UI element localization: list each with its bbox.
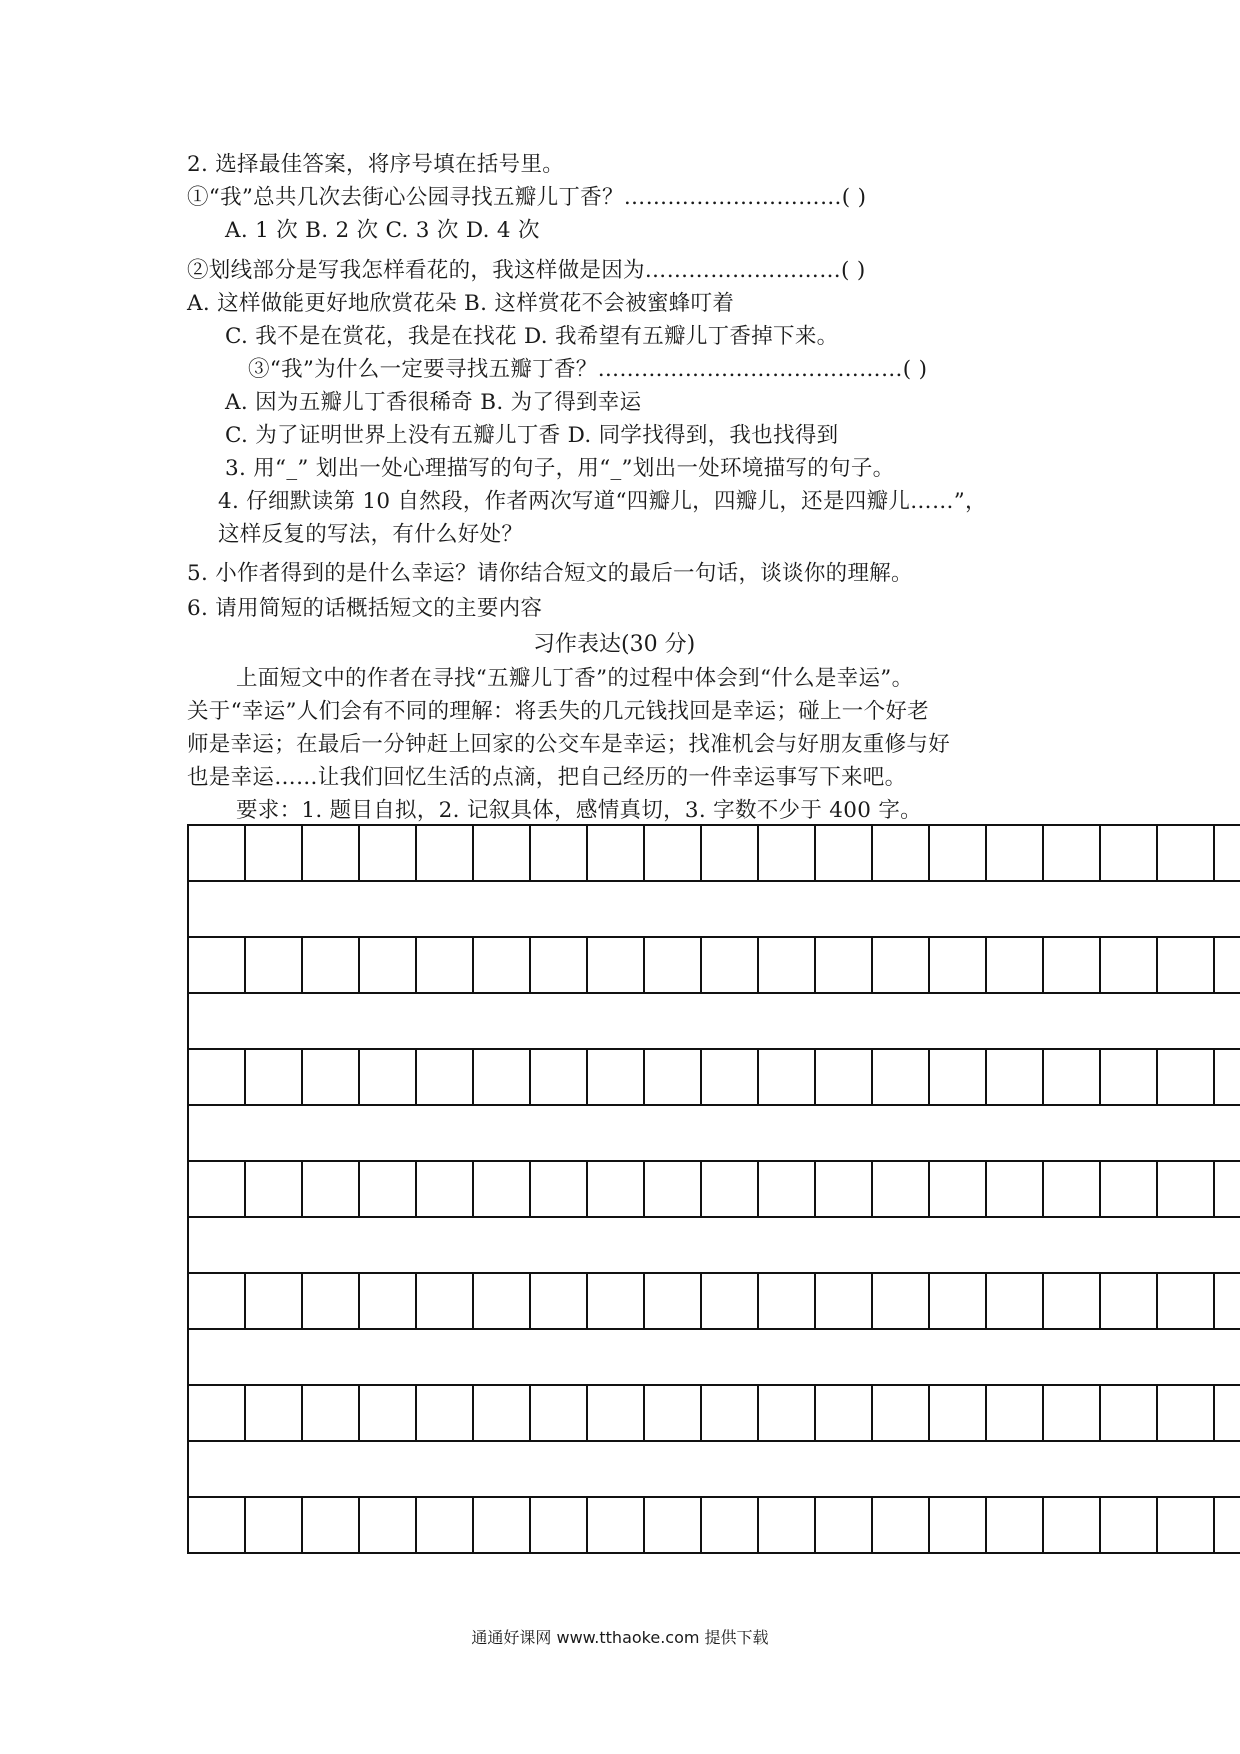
grid-cell[interactable]	[645, 1498, 702, 1552]
grid-cell[interactable]	[987, 1386, 1044, 1440]
grid-cell[interactable]	[759, 1274, 816, 1328]
grid-cell[interactable]	[189, 1162, 246, 1216]
grid-cell[interactable]	[246, 1162, 303, 1216]
grid-cell[interactable]	[816, 826, 873, 880]
grid-cell[interactable]	[930, 1386, 987, 1440]
grid-cell[interactable]	[645, 1050, 702, 1104]
grid-cell[interactable]	[873, 938, 930, 992]
grid-cell[interactable]	[246, 1386, 303, 1440]
grid-cell[interactable]	[531, 1050, 588, 1104]
grid-cell[interactable]	[759, 1162, 816, 1216]
grid-cell[interactable]	[531, 1274, 588, 1328]
grid-cell[interactable]	[474, 1162, 531, 1216]
grid-cell[interactable]	[588, 1386, 645, 1440]
question-2-2-stem: ②划线部分是写我怎样看花的，我这样做是因为………………………( )	[187, 258, 866, 283]
grid-cell[interactable]	[1215, 1498, 1240, 1552]
grid-cell[interactable]	[873, 1274, 930, 1328]
grid-cell[interactable]	[360, 826, 417, 880]
grid-cell[interactable]	[702, 938, 759, 992]
grid-cell[interactable]	[987, 1050, 1044, 1104]
grid-cell[interactable]	[1044, 938, 1101, 992]
grid-cell[interactable]	[702, 1050, 759, 1104]
grid-cell[interactable]	[1101, 1274, 1158, 1328]
question-6: 6. 请用简短的话概括短文的主要内容	[187, 596, 543, 621]
grid-cell[interactable]	[645, 826, 702, 880]
grid-cell[interactable]	[474, 938, 531, 992]
grid-cell[interactable]	[1044, 1050, 1101, 1104]
grid-cell[interactable]	[531, 938, 588, 992]
grid-cell[interactable]	[873, 1386, 930, 1440]
grid-cell[interactable]	[759, 1498, 816, 1552]
grid-cell[interactable]	[1101, 938, 1158, 992]
grid-cell[interactable]	[816, 1274, 873, 1328]
grid-cell[interactable]	[702, 1274, 759, 1328]
grid-cell[interactable]	[303, 938, 360, 992]
grid-cell[interactable]	[1158, 1498, 1215, 1552]
grid-cell[interactable]	[1044, 826, 1101, 880]
grid-cell[interactable]	[303, 1498, 360, 1552]
grid-cell[interactable]	[1215, 1162, 1240, 1216]
grid-cell[interactable]	[1158, 1162, 1215, 1216]
grid-row[interactable]	[189, 1384, 1240, 1440]
grid-cell[interactable]	[930, 1050, 987, 1104]
grid-cell[interactable]	[1044, 1274, 1101, 1328]
grid-cell[interactable]	[816, 938, 873, 992]
grid-cell[interactable]	[246, 1050, 303, 1104]
grid-cell[interactable]	[873, 1498, 930, 1552]
writing-paragraph-line-2: 关于“幸运”人们会有不同的理解：将丢失的几元钱找回是幸运；碰上一个好老	[187, 699, 929, 724]
question-3: 3. 用“_” 划出一处心理描写的句子，用“_”划出一处环境描写的句子。	[225, 456, 895, 481]
grid-cell[interactable]	[246, 938, 303, 992]
grid-cell[interactable]	[702, 1386, 759, 1440]
grid-cell[interactable]	[1044, 1162, 1101, 1216]
grid-cell[interactable]	[189, 826, 246, 880]
grid-cell[interactable]	[1044, 1386, 1101, 1440]
grid-cell[interactable]	[816, 1050, 873, 1104]
grid-cell[interactable]	[816, 1162, 873, 1216]
grid-cell[interactable]	[987, 1498, 1044, 1552]
grid-cell[interactable]	[189, 1274, 246, 1328]
question-2-3-options-ab: A. 因为五瓣儿丁香很稀奇 B. 为了得到幸运	[225, 390, 642, 415]
grid-cell[interactable]	[303, 826, 360, 880]
grid-cell[interactable]	[702, 1498, 759, 1552]
question-2-3-options-cd: C. 为了证明世界上没有五瓣儿丁香 D. 同学找得到，我也找得到	[225, 423, 839, 448]
grid-cell[interactable]	[588, 1274, 645, 1328]
grid-cell[interactable]	[417, 1162, 474, 1216]
grid-spacer-row	[189, 880, 1240, 936]
question-2-2-options-cd: C. 我不是在赏花，我是在找花 D. 我希望有五瓣儿丁香掉下来。	[225, 324, 839, 349]
grid-cell[interactable]	[360, 938, 417, 992]
writing-requirements: 要求：1. 题目自拟，2. 记叙具体，感情真切，3. 字数不少于 400 字。	[236, 798, 922, 823]
grid-cell[interactable]	[474, 826, 531, 880]
grid-cell[interactable]	[816, 1386, 873, 1440]
grid-cell[interactable]	[189, 1050, 246, 1104]
grid-spacer-row	[189, 1104, 1240, 1160]
grid-bottom-border	[189, 1552, 1240, 1554]
question-2-2-options-ab: A. 这样做能更好地欣赏花朵 B. 这样赏花不会被蜜蜂叮着	[187, 291, 735, 316]
grid-cell[interactable]	[1044, 1498, 1101, 1552]
grid-cell[interactable]	[930, 1498, 987, 1552]
grid-cell[interactable]	[987, 1274, 1044, 1328]
grid-cell[interactable]	[930, 1274, 987, 1328]
grid-cell[interactable]	[816, 1498, 873, 1552]
grid-cell[interactable]	[588, 1498, 645, 1552]
grid-spacer-row	[189, 1216, 1240, 1272]
grid-cell[interactable]	[417, 1386, 474, 1440]
grid-row[interactable]	[189, 1160, 1240, 1216]
grid-cell[interactable]	[588, 938, 645, 992]
grid-cell[interactable]	[930, 938, 987, 992]
grid-cell[interactable]	[873, 1162, 930, 1216]
grid-cell[interactable]	[531, 1386, 588, 1440]
question-4-line-2: 这样反复的写法，有什么好处？	[218, 522, 524, 547]
question-5: 5. 小作者得到的是什么幸运？请你结合短文的最后一句话，谈谈你的理解。	[187, 561, 913, 586]
question-4-line-1: 4. 仔细默读第 10 自然段，作者两次写道“四瓣儿，四瓣儿，还是四瓣儿……”，	[218, 489, 987, 514]
grid-cell[interactable]	[759, 938, 816, 992]
grid-cell[interactable]	[1158, 938, 1215, 992]
grid-cell[interactable]	[303, 1050, 360, 1104]
grid-cell[interactable]	[1101, 1050, 1158, 1104]
grid-cell[interactable]	[189, 1386, 246, 1440]
grid-cell[interactable]	[474, 1274, 531, 1328]
grid-cell[interactable]	[303, 1162, 360, 1216]
grid-cell[interactable]	[360, 1386, 417, 1440]
grid-row[interactable]	[189, 824, 1240, 880]
grid-cell[interactable]	[987, 826, 1044, 880]
grid-spacer-row	[189, 1440, 1240, 1496]
grid-cell[interactable]	[645, 1274, 702, 1328]
grid-cell[interactable]	[588, 1162, 645, 1216]
grid-row[interactable]	[189, 1048, 1240, 1104]
grid-cell[interactable]	[1215, 938, 1240, 992]
grid-cell[interactable]	[987, 938, 1044, 992]
grid-cell[interactable]	[360, 1162, 417, 1216]
grid-cell[interactable]	[360, 1274, 417, 1328]
grid-cell[interactable]	[1158, 1050, 1215, 1104]
grid-cell[interactable]	[303, 1274, 360, 1328]
grid-cell[interactable]	[1101, 826, 1158, 880]
grid-cell[interactable]	[930, 826, 987, 880]
grid-cell[interactable]	[474, 1050, 531, 1104]
grid-cell[interactable]	[1158, 1274, 1215, 1328]
grid-cell[interactable]	[1215, 1050, 1240, 1104]
question-2-3-stem: ③“我”为什么一定要寻找五瓣丁香？……………………………………( )	[248, 357, 928, 382]
grid-cell[interactable]	[645, 1162, 702, 1216]
grid-cell[interactable]	[360, 1498, 417, 1552]
grid-cell[interactable]	[474, 1386, 531, 1440]
grid-cell[interactable]	[588, 1050, 645, 1104]
grid-cell[interactable]	[1158, 826, 1215, 880]
grid-cell[interactable]	[417, 938, 474, 992]
grid-cell[interactable]	[360, 1050, 417, 1104]
grid-cell[interactable]	[645, 938, 702, 992]
writing-title: 习作表达(30 分)	[533, 632, 696, 657]
grid-row[interactable]	[189, 1496, 1240, 1552]
writing-paragraph-line-3: 师是幸运；在最后一分钟赶上回家的公交车是幸运；找准机会与好朋友重修与好	[187, 732, 951, 757]
grid-cell[interactable]	[303, 1386, 360, 1440]
grid-cell[interactable]	[1101, 1498, 1158, 1552]
grid-cell[interactable]	[1215, 826, 1240, 880]
grid-cell[interactable]	[987, 1162, 1044, 1216]
grid-cell[interactable]	[759, 1386, 816, 1440]
grid-cell[interactable]	[531, 1162, 588, 1216]
question-2-1-stem: ①“我”总共几次去街心公园寻找五瓣儿丁香？…………………………( )	[187, 185, 867, 210]
grid-cell[interactable]	[1101, 1386, 1158, 1440]
grid-row[interactable]	[189, 936, 1240, 992]
grid-cell[interactable]	[873, 1050, 930, 1104]
grid-cell[interactable]	[417, 826, 474, 880]
writing-paragraph-line-1: 上面短文中的作者在寻找“五瓣儿丁香”的过程中体会到“什么是幸运”。	[236, 666, 914, 691]
grid-cell[interactable]	[246, 1274, 303, 1328]
grid-spacer-row	[189, 992, 1240, 1048]
grid-cell[interactable]	[531, 1498, 588, 1552]
grid-cell[interactable]	[1215, 1386, 1240, 1440]
grid-cell[interactable]	[531, 826, 588, 880]
grid-cell[interactable]	[189, 1498, 246, 1552]
grid-cell[interactable]	[417, 1050, 474, 1104]
question-2-intro: 2. 选择最佳答案，将序号填在括号里。	[187, 152, 565, 177]
grid-cell[interactable]	[246, 826, 303, 880]
grid-cell[interactable]	[702, 826, 759, 880]
grid-cell[interactable]	[189, 938, 246, 992]
grid-cell[interactable]	[1215, 1274, 1240, 1328]
grid-cell[interactable]	[246, 1498, 303, 1552]
grid-cell[interactable]	[417, 1274, 474, 1328]
grid-cell[interactable]	[588, 826, 645, 880]
footer-credit: 通通好课网 www.tthaoke.com 提供下载	[471, 1628, 769, 1647]
grid-cell[interactable]	[759, 826, 816, 880]
grid-cell[interactable]	[702, 1162, 759, 1216]
writing-grid[interactable]	[187, 824, 1240, 1554]
grid-spacer-row	[189, 1328, 1240, 1384]
grid-cell[interactable]	[759, 1050, 816, 1104]
grid-cell[interactable]	[417, 1498, 474, 1552]
grid-cell[interactable]	[930, 1162, 987, 1216]
grid-row[interactable]	[189, 1272, 1240, 1328]
writing-paragraph-line-4: 也是幸运……让我们回忆生活的点滴，把自己经历的一件幸运事写下来吧。	[187, 765, 907, 790]
grid-cell[interactable]	[474, 1498, 531, 1552]
grid-cell[interactable]	[1101, 1162, 1158, 1216]
grid-cell[interactable]	[645, 1386, 702, 1440]
grid-cell[interactable]	[1158, 1386, 1215, 1440]
question-2-1-options: A. 1 次 B. 2 次 C. 3 次 D. 4 次	[225, 218, 540, 243]
grid-cell[interactable]	[873, 826, 930, 880]
